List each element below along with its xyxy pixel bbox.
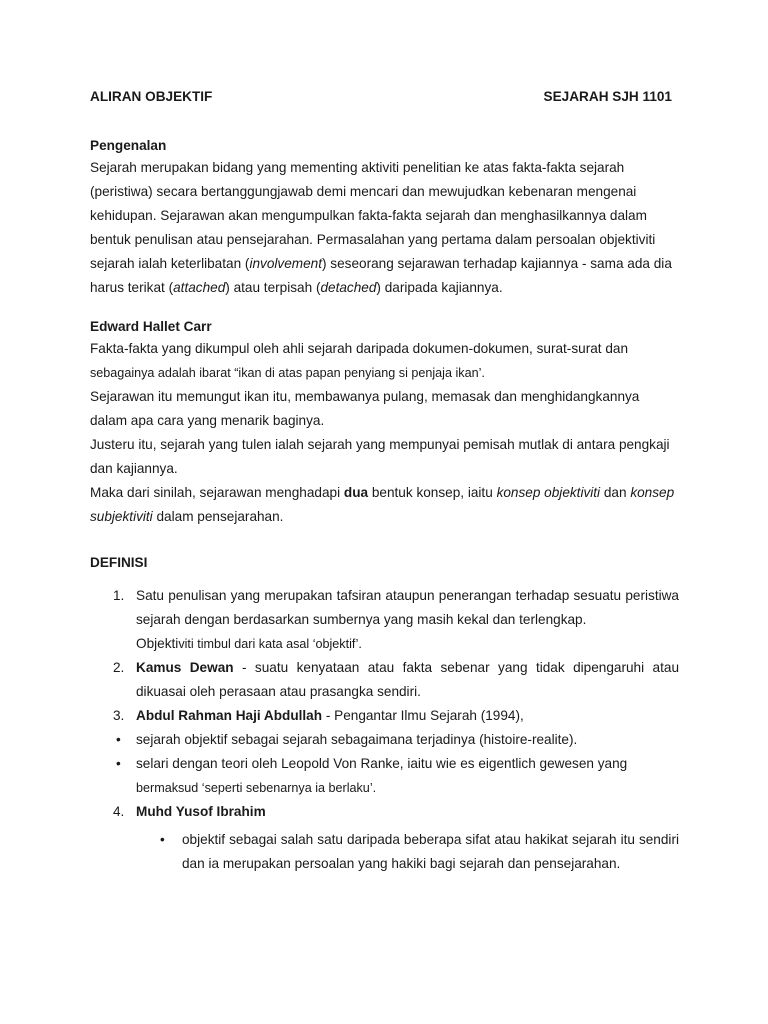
list-item [90,656,679,704]
italic-term: konsep subjektiviti [90,485,675,524]
list-item [90,584,679,656]
list-item-text: objektif sebagai salah satu daripada beberapa sifat atau hakikat sejarah itu sendiri dan ia merupakan persoalan yang hakiki bagi sejarah dan pensejarahan. [182,832,679,871]
text-run: ) atau terpisah ( [225,280,321,295]
list-item [90,728,679,752]
paragraph-carr-1-cont: sebagainya adalah ibarat “ikan di atas papan penyiang si penjaja ikan’. [90,366,485,380]
list-item [90,800,679,824]
bullet-icon: • [116,756,121,771]
list-number: 4. [113,804,125,819]
list-item [90,704,679,728]
text-run: ) daripada kajiannya. [376,280,503,295]
paragraph-pengenalan [90,156,679,300]
source-name: Abdul Rahman Haji Abdullah [136,708,323,723]
list-item-text: Objekti [136,636,179,651]
section-heading-carr: Edward Hallet Carr [90,319,212,334]
bullet-icon: • [116,732,121,747]
list-item [90,752,679,800]
list-item-text: viti timbul dari kata asal ‘objektif’. [178,637,362,651]
header-course-code: SEJARAH SJH 1101 [543,89,672,104]
italic-term: attached [173,280,226,295]
text-run: Fakta-fakta yang dikumpul oleh ahli sejarah daripada dokumen-dokumen, surat-surat dan [90,341,629,356]
italic-term: involvement [249,256,322,271]
list-item-text: Satu penulisan yang merupakan tafsiran ataupun penerangan terhadap sesuatu peristiwa sejarah dengan berdasarkan sumbernya yang masih kekal dan terlengkap. [136,588,679,627]
bold-term: dua [343,485,369,500]
header-title: ALIRAN OBJEKTIF [90,89,213,104]
list-item-text: - suatu kenyataan atau fakta sebenar yang tidak dipengaruhi atau dikuasai oleh perasaan atau prasangka sendiri. [136,660,679,699]
document-body [90,136,679,876]
section-heading-pengenalan: Pengenalan [90,138,167,153]
source-name: Muhd Yusof Ibrahim [136,804,266,819]
list-item-text: - Pengantar Ilmu Sejarah (1994), [322,708,524,723]
text-run: ) seseorang sejarawan terhadap kajiannya - sama ada dia harus terikat ( [90,256,672,295]
text-run: Sejarah merupakan bidang yang mementing aktiviti penelitian ke atas fakta-fakta sejarah (peristiwa) secara bertanggungjawab demi mencari dan mewujudkan kebenaran mengenai kehidupan. Sejarawan akan mengumpulkan fakta-fakta sejarah dan menghasilkannya dalam bentuk penulisan atau pensejarahan. Permasalahan yang pertama dalam persoalan objektiviti sejarah ialah keterlibatan ( [90,160,656,271]
list-item-text: bermaksud ‘seperti sebenarnya ia berlaku’. [136,781,377,795]
text-run: Maka dari sinilah, sejarawan menghadapi [90,485,344,500]
list-subitem [90,828,679,876]
bullet-icon: • [160,832,165,847]
text-run: dalam pensejarahan. [152,509,284,524]
definition-list [90,584,679,876]
paragraph-carr-1 [90,337,679,361]
list-item-text: selari dengan teori oleh Leopold Von Ranke, iaitu wie es eigentlich gewesen yang [136,756,628,771]
italic-term: detached [320,280,377,295]
paragraph-carr-2: Sejarawan itu memungut ikan itu, membawanya pulang, memasak dan menghidangkannya dalam apa cara yang menarik baginya. [90,389,640,428]
list-number: 3. [113,708,125,723]
paragraph-carr-3: Justeru itu, sejarah yang tulen ialah sejarah yang mempunyai pemisah mutlak di antara pengkaji dan kajiannya. [90,437,670,476]
section-heading-definisi: DEFINISI [90,555,148,570]
paragraph-carr-4 [90,481,679,529]
list-number: 2. [113,660,125,675]
list-number: 1. [113,588,125,603]
list-item-text: sejarah objektif sebagai sejarah sebagaimana terjadinya (histoire-realite). [136,732,578,747]
text-run: bentuk konsep, iaitu [368,485,497,500]
source-name: Kamus Dewan [136,660,234,675]
page-header [90,89,672,109]
italic-term: konsep objektiviti [496,485,601,500]
text-run: dan [600,485,631,500]
